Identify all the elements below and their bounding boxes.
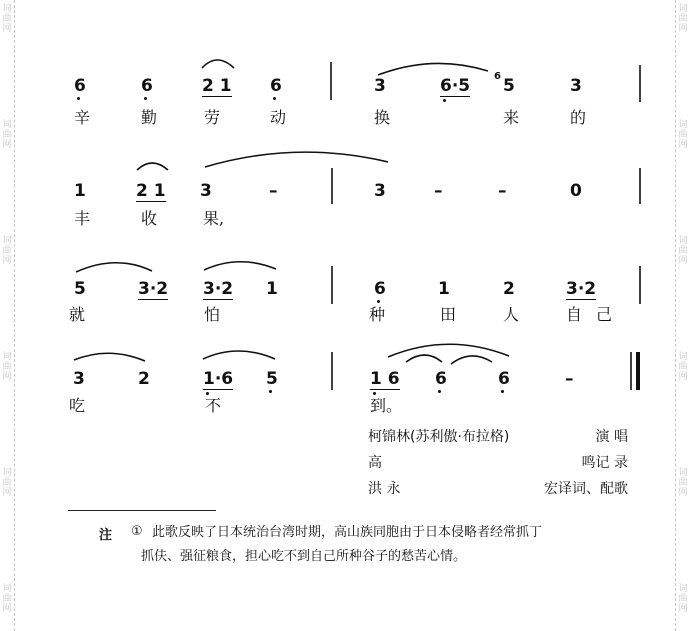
lyric-char: 动 — [270, 108, 287, 127]
slur — [451, 356, 492, 364]
note-digits: – — [434, 181, 443, 201]
note-digits: 6 — [270, 76, 282, 96]
note-digits: 3·2 — [203, 279, 234, 299]
lyric-char: 勤 — [141, 108, 158, 127]
watermark: 词曲网 — [2, 468, 12, 498]
watermark: 词曲网 — [678, 236, 688, 266]
slur — [205, 152, 388, 167]
slur — [202, 60, 234, 68]
watermark: 词曲网 — [678, 584, 688, 614]
slur — [204, 262, 276, 270]
lyric-char: 的 — [570, 108, 587, 127]
slur — [76, 263, 152, 272]
lyric-char: 怕 — [204, 305, 221, 324]
sheet-music-page — [14, 0, 676, 631]
footnote-divider — [68, 510, 216, 511]
note-digits: 3 — [73, 369, 85, 389]
note-digits: 5 — [74, 279, 86, 299]
note-digits: 1·6 — [203, 369, 234, 389]
lyric-char: 己 — [596, 305, 613, 324]
credit-name: 洪 永 — [368, 481, 401, 497]
footnote-label: 注 — [99, 528, 113, 543]
footnote-text — [141, 521, 657, 569]
footnote-marker: ① — [131, 524, 143, 539]
slur — [388, 344, 509, 357]
lyric-char: 就 — [69, 305, 86, 324]
note-digits: 1 — [266, 279, 278, 299]
watermark: 词曲网 — [678, 468, 688, 498]
note-digits: 6·5 — [440, 76, 471, 96]
lyric-char: 来 — [503, 108, 520, 127]
lyric-char: 收 — [141, 209, 158, 228]
watermark: 词曲网 — [2, 352, 12, 382]
note-digits: 1 6 — [370, 369, 400, 389]
lyric-char: 种 — [369, 305, 386, 324]
slur — [203, 351, 275, 359]
lyric-char: 辛 — [74, 108, 91, 127]
grace-note: 6 — [494, 71, 501, 82]
watermark: 词曲网 — [2, 236, 12, 266]
note-digits: 2 — [503, 279, 515, 299]
lyric-char: 换 — [374, 108, 391, 127]
slur — [378, 63, 488, 75]
note-digits: – — [498, 181, 507, 201]
left-margin-strip — [0, 0, 15, 631]
lyric-char: 丰 — [74, 209, 91, 228]
footnote-line: 此歌反映了日本统治台湾时期，高山族同胞由于日本侵略者经常抓丁 — [152, 525, 543, 540]
credit-line — [368, 424, 628, 450]
note-digits: 1 — [438, 279, 450, 299]
lyric-char: 吃 — [69, 396, 86, 415]
lyric-char: 果, — [203, 209, 225, 228]
credit-role: 宏译词、配歌 — [544, 481, 628, 497]
note-digits: 6 — [498, 369, 510, 389]
note-digits: 5 — [266, 369, 278, 389]
lyric-char: 不 — [205, 396, 222, 415]
credit-name: 高 — [368, 455, 382, 471]
slur — [406, 355, 442, 362]
note-digits: 3·2 — [566, 279, 597, 299]
lyric-char: 到。 — [370, 396, 403, 415]
note-digits: 5 — [503, 76, 515, 96]
credit-role: 演 唱 — [595, 429, 628, 445]
note-digits: – — [269, 181, 278, 201]
note-digits: 6 — [141, 76, 153, 96]
note-digits: 0 — [570, 181, 582, 201]
note-digits: – — [565, 369, 574, 389]
lyric-char: 田 — [440, 305, 457, 324]
credit-line — [368, 450, 628, 476]
watermark: 词曲网 — [2, 120, 12, 150]
credit-line — [368, 476, 628, 502]
note-digits: 3·2 — [138, 279, 169, 299]
slurs-and-barlines — [14, 0, 676, 420]
note-digits: 2 1 — [136, 181, 166, 201]
note-digits: 6 — [435, 369, 447, 389]
note-digits: 6 — [74, 76, 86, 96]
credit-name: 柯锦林(苏利傲·布拉格) — [368, 429, 510, 445]
credit-role: 鸣记 录 — [581, 455, 628, 471]
watermark: 词曲网 — [678, 352, 688, 382]
slur — [74, 353, 145, 361]
watermark: 词曲网 — [2, 4, 12, 34]
watermark: 词曲网 — [678, 4, 688, 34]
slur — [137, 163, 168, 170]
note-digits: 6 — [374, 279, 386, 299]
note-digits: 3 — [200, 181, 212, 201]
lyric-char: 劳 — [204, 108, 221, 127]
note-digits: 1 — [74, 181, 86, 201]
lyric-char: 自 — [566, 305, 583, 324]
credits-block — [368, 424, 628, 502]
watermark: 词曲网 — [2, 584, 12, 614]
note-digits: 2 1 — [202, 76, 232, 96]
note-digits: 3 — [374, 76, 386, 96]
note-digits: 3 — [570, 76, 582, 96]
watermark: 词曲网 — [678, 120, 688, 150]
footnote-line: 抓伕、强征粮食，担心吃不到自己所种谷子的愁苦心情。 — [141, 549, 467, 564]
lyric-char: 人 — [503, 305, 520, 324]
note-digits: 3 — [374, 181, 386, 201]
right-margin-strip — [675, 0, 690, 631]
note-digits: 2 — [138, 369, 150, 389]
